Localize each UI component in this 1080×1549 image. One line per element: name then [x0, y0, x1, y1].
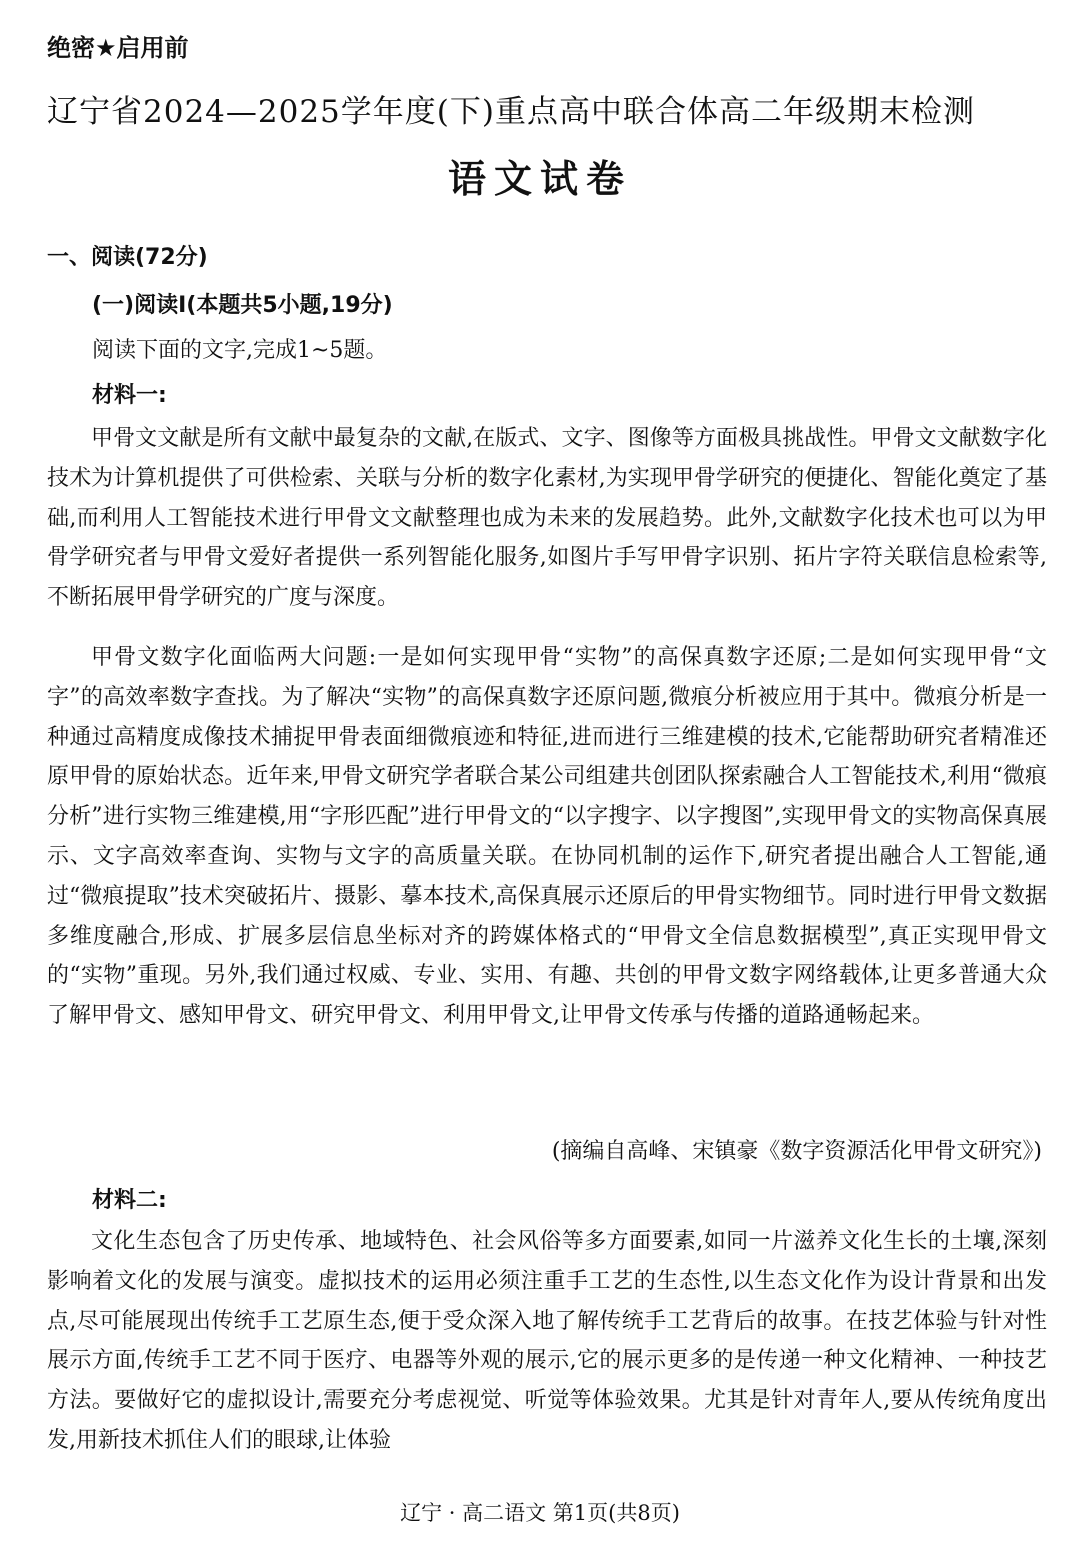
material-two-label: 材料二: [92, 1188, 167, 1213]
material-one-paragraph: 甲骨文数字化面临两大问题:一是如何实现甲骨“实物”的高保真数字还原;二是如何实现甲骨“文字”的高效率数字查找。为了解决“实物”的高保真数字还原问题,微痕分析被应用于其中。微痕分析是一种通过高精度成像技术捕捉甲骨表面细微痕迹和特征,进而进行三维建模的技术,它能帮助研究者精准还原甲骨的原始状态。近年来,甲骨文研究学者联合某公司组建共创团队探索融合人工智能技术,利用“微痕分析”进行实物三维建模,用“字形匹配”进行甲骨文的“以字搜字、以字搜图”,实现甲骨文的实物高保真展示、文字高效率查询、实物与文字的高质量关联。在协同机制的运作下,研究者提出融合人工智能,通过“微痕提取”技术突破拓片、摄影、摹本技术,高保真展示还原后的甲骨实物细节。同时进行甲骨文数据多维度融合,形成、扩展多层信息坐标对齐的跨媒体格式的“甲骨文全信息数据模型”,真正实现甲骨文的“实物”重现。另外,我们通过权威、专业、实用、有趣、共创的甲骨文数字网络载体,让更多普通大众了解甲骨文、感知甲骨文、研究甲骨文、利用甲骨文,让甲骨文传承与传播的道路通畅起来。 [47, 645, 1047, 1029]
subject-title: 语文试卷 [447, 157, 632, 201]
instruction-text: 阅读下面的文字,完成1~5题。 [92, 338, 388, 363]
confidential-label: 绝密★启用前 [47, 34, 189, 62]
page-footer: 辽宁 · 高二语文 第1页(共8页) [400, 1501, 680, 1525]
material-one-label: 材料一: [92, 383, 167, 408]
material-two-paragraph: 文化生态包含了历史传承、地域特色、社会风俗等多方面要素,如同一片滋养文化生长的土壤,深刻影响着文化的发展与演变。虚拟技术的运用必须注重手工艺的生态性,以生态文化作为设计背景和出发点,尽可能展现出传统手工艺原生态,便于受众深入地了解传统手工艺背后的故事。在技艺体验与针对性展示方面,传统手工艺不同于医疗、电器等外观的展示,它的展示更多的是传递一种文化精神、一种技艺方法。要做好它的虚拟设计,需要充分考虑视觉、听觉等体验效果。尤其是针对青年人,要从传统角度出发,用新技术抓住人们的眼球,让体验 [47, 1229, 1047, 1453]
source-citation: (摘编自高峰、宋镇豪《数字资源活化甲骨文研究》) [551, 1139, 1042, 1164]
section-heading: 一、阅读(72分) [47, 245, 208, 270]
material-one-paragraph: 甲骨文文献是所有文献中最复杂的文献,在版式、文字、图像等方面极具挑战性。甲骨文文献数字化技术为计算机提供了可供检索、关联与分析的数字化素材,为实现甲骨学研究的便捷化、智能化奠定了基础,而利用人工智能技术进行甲骨文文献整理也成为未来的发展趋势。此外,文献数字化技术也可以为甲骨学研究者与甲骨文爱好者提供一系列智能化服务,如图片手写甲骨字识别、拓片字符关联信息检索等,不断拓展甲骨学研究的广度与深度。 [47, 426, 1047, 611]
exam-title: 辽宁省2024—2025学年度(下)重点高中联合体高二年级期末检测 [47, 94, 975, 130]
subsection-heading: (一)阅读Ⅰ(本题共5小题,19分) [92, 293, 393, 318]
